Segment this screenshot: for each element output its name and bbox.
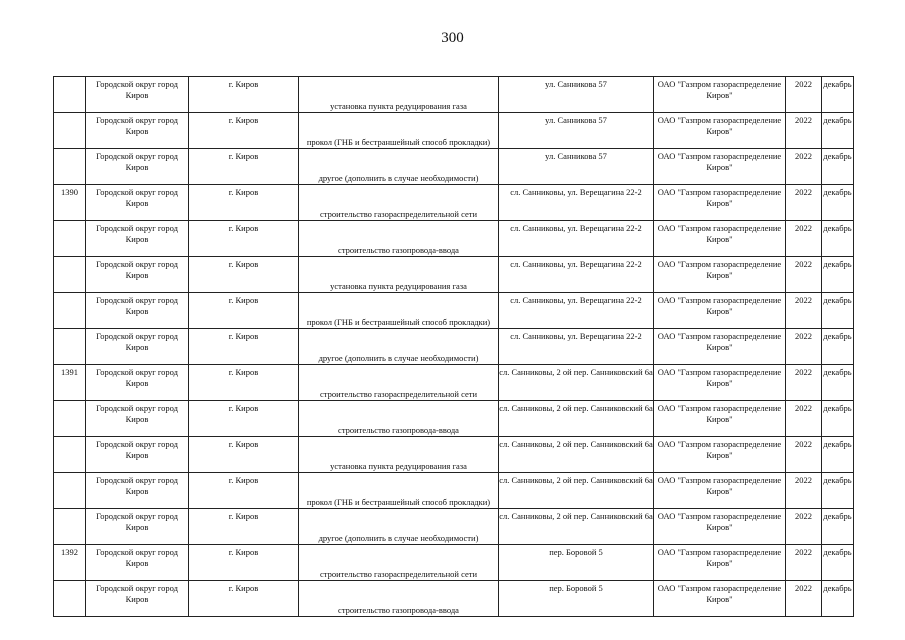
row-number-cell <box>54 293 86 329</box>
month-cell: декабрь <box>822 221 854 257</box>
work-type-cell: установка пункта редуцирования газа <box>299 437 499 473</box>
row-number-cell <box>54 113 86 149</box>
organization-cell: ОАО "Газпром газораспределение Киров" <box>654 293 786 329</box>
year-cell: 2022 <box>786 365 822 401</box>
city-cell: г. Киров <box>189 329 299 365</box>
work-type-cell: строительство газопровода-ввода <box>299 401 499 437</box>
month-cell: декабрь <box>822 113 854 149</box>
address-cell: сл. Санниковы, 2 ой пер. Санниковский 6а <box>499 365 654 401</box>
table-row <box>54 365 854 401</box>
table-row <box>54 149 854 185</box>
year-cell: 2022 <box>786 221 822 257</box>
organization-cell: ОАО "Газпром газораспределение Киров" <box>654 77 786 113</box>
month-cell: декабрь <box>822 437 854 473</box>
row-number-cell <box>54 77 86 113</box>
row-number-cell <box>54 581 86 617</box>
work-type-cell: строительство газораспределительной сети <box>299 545 499 581</box>
district-cell: Городской округ город Киров <box>86 149 189 185</box>
work-type-cell: установка пункта редуцирования газа <box>299 77 499 113</box>
year-cell: 2022 <box>786 185 822 221</box>
address-cell: сл. Санниковы, ул. Верещагина 22-2 <box>499 257 654 293</box>
organization-cell: ОАО "Газпром газораспределение Киров" <box>654 365 786 401</box>
year-cell: 2022 <box>786 545 822 581</box>
row-number-cell <box>54 401 86 437</box>
organization-cell: ОАО "Газпром газораспределение Киров" <box>654 185 786 221</box>
organization-cell: ОАО "Газпром газораспределение Киров" <box>654 509 786 545</box>
month-cell: декабрь <box>822 149 854 185</box>
year-cell: 2022 <box>786 509 822 545</box>
address-cell: ул. Санникова 57 <box>499 149 654 185</box>
month-cell: декабрь <box>822 329 854 365</box>
table-row <box>54 221 854 257</box>
district-cell: Городской округ город Киров <box>86 545 189 581</box>
work-type-cell: прокол (ГНБ и бестраншейный способ прокладки) <box>299 293 499 329</box>
month-cell: декабрь <box>822 581 854 617</box>
district-cell: Городской округ город Киров <box>86 365 189 401</box>
year-cell: 2022 <box>786 293 822 329</box>
address-cell: сл. Санниковы, 2 ой пер. Санниковский 6а <box>499 401 654 437</box>
table-row <box>54 257 854 293</box>
city-cell: г. Киров <box>189 437 299 473</box>
table-row <box>54 581 854 617</box>
city-cell: г. Киров <box>189 365 299 401</box>
month-cell: декабрь <box>822 293 854 329</box>
address-cell: сл. Санниковы, ул. Верещагина 22-2 <box>499 293 654 329</box>
city-cell: г. Киров <box>189 401 299 437</box>
city-cell: г. Киров <box>189 221 299 257</box>
table-row <box>54 185 854 221</box>
city-cell: г. Киров <box>189 581 299 617</box>
district-cell: Городской округ город Киров <box>86 401 189 437</box>
address-cell: сл. Санниковы, 2 ой пер. Санниковский 6а <box>499 473 654 509</box>
row-number-cell: 1391 <box>54 365 86 401</box>
table-row <box>54 293 854 329</box>
city-cell: г. Киров <box>189 77 299 113</box>
table-row <box>54 473 854 509</box>
address-cell: сл. Санниковы, 2 ой пер. Санниковский 6а <box>499 437 654 473</box>
city-cell: г. Киров <box>189 473 299 509</box>
table-row <box>54 509 854 545</box>
organization-cell: ОАО "Газпром газораспределение Киров" <box>654 329 786 365</box>
address-cell: пер. Боровой 5 <box>499 581 654 617</box>
table-row <box>54 437 854 473</box>
district-cell: Городской округ город Киров <box>86 329 189 365</box>
organization-cell: ОАО "Газпром газораспределение Киров" <box>654 401 786 437</box>
organization-cell: ОАО "Газпром газораспределение Киров" <box>654 113 786 149</box>
address-cell: сл. Санниковы, ул. Верещагина 22-2 <box>499 221 654 257</box>
works-table-body <box>54 77 854 617</box>
work-type-cell: строительство газопровода-ввода <box>299 221 499 257</box>
address-cell: пер. Боровой 5 <box>499 545 654 581</box>
row-number-cell <box>54 437 86 473</box>
row-number-cell: 1392 <box>54 545 86 581</box>
district-cell: Городской округ город Киров <box>86 77 189 113</box>
organization-cell: ОАО "Газпром газораспределение Киров" <box>654 257 786 293</box>
organization-cell: ОАО "Газпром газораспределение Киров" <box>654 149 786 185</box>
city-cell: г. Киров <box>189 545 299 581</box>
work-type-cell: строительство газопровода-ввода <box>299 581 499 617</box>
month-cell: декабрь <box>822 365 854 401</box>
city-cell: г. Киров <box>189 185 299 221</box>
work-type-cell: прокол (ГНБ и бестраншейный способ прокладки) <box>299 473 499 509</box>
district-cell: Городской округ город Киров <box>86 509 189 545</box>
year-cell: 2022 <box>786 257 822 293</box>
year-cell: 2022 <box>786 473 822 509</box>
year-cell: 2022 <box>786 437 822 473</box>
month-cell: декабрь <box>822 257 854 293</box>
address-cell: ул. Санникова 57 <box>499 77 654 113</box>
year-cell: 2022 <box>786 401 822 437</box>
work-type-cell: строительство газораспределительной сети <box>299 185 499 221</box>
works-table <box>53 76 854 617</box>
table-row <box>54 329 854 365</box>
district-cell: Городской округ город Киров <box>86 113 189 149</box>
work-type-cell: строительство газораспределительной сети <box>299 365 499 401</box>
organization-cell: ОАО "Газпром газораспределение Киров" <box>654 473 786 509</box>
table-row <box>54 401 854 437</box>
work-type-cell: установка пункта редуцирования газа <box>299 257 499 293</box>
row-number-cell <box>54 149 86 185</box>
district-cell: Городской округ город Киров <box>86 293 189 329</box>
year-cell: 2022 <box>786 329 822 365</box>
table-row <box>54 77 854 113</box>
city-cell: г. Киров <box>189 257 299 293</box>
year-cell: 2022 <box>786 77 822 113</box>
row-number-cell <box>54 257 86 293</box>
district-cell: Городской округ город Киров <box>86 257 189 293</box>
district-cell: Городской округ город Киров <box>86 221 189 257</box>
address-cell: сл. Санниковы, ул. Верещагина 22-2 <box>499 185 654 221</box>
organization-cell: ОАО "Газпром газораспределение Киров" <box>654 545 786 581</box>
district-cell: Городской округ город Киров <box>86 473 189 509</box>
district-cell: Городской округ город Киров <box>86 581 189 617</box>
page-number: 300 <box>441 30 464 46</box>
row-number-cell <box>54 221 86 257</box>
year-cell: 2022 <box>786 149 822 185</box>
district-cell: Городской округ город Киров <box>86 437 189 473</box>
organization-cell: ОАО "Газпром газораспределение Киров" <box>654 437 786 473</box>
row-number-cell: 1390 <box>54 185 86 221</box>
work-type-cell: другое (дополнить в случае необходимости) <box>299 509 499 545</box>
city-cell: г. Киров <box>189 509 299 545</box>
city-cell: г. Киров <box>189 293 299 329</box>
address-cell: ул. Санникова 57 <box>499 113 654 149</box>
year-cell: 2022 <box>786 113 822 149</box>
city-cell: г. Киров <box>189 149 299 185</box>
month-cell: декабрь <box>822 545 854 581</box>
row-number-cell <box>54 473 86 509</box>
year-cell: 2022 <box>786 581 822 617</box>
table-row <box>54 113 854 149</box>
table-row <box>54 545 854 581</box>
month-cell: декабрь <box>822 77 854 113</box>
row-number-cell <box>54 509 86 545</box>
city-cell: г. Киров <box>189 113 299 149</box>
address-cell: сл. Санниковы, ул. Верещагина 22-2 <box>499 329 654 365</box>
work-type-cell: прокол (ГНБ и бестраншейный способ прокладки) <box>299 113 499 149</box>
row-number-cell <box>54 329 86 365</box>
work-type-cell: другое (дополнить в случае необходимости) <box>299 329 499 365</box>
month-cell: декабрь <box>822 473 854 509</box>
address-cell: сл. Санниковы, 2 ой пер. Санниковский 6а <box>499 509 654 545</box>
organization-cell: ОАО "Газпром газораспределение Киров" <box>654 581 786 617</box>
organization-cell: ОАО "Газпром газораспределение Киров" <box>654 221 786 257</box>
work-type-cell: другое (дополнить в случае необходимости) <box>299 149 499 185</box>
district-cell: Городской округ город Киров <box>86 185 189 221</box>
month-cell: декабрь <box>822 401 854 437</box>
month-cell: декабрь <box>822 185 854 221</box>
month-cell: декабрь <box>822 509 854 545</box>
